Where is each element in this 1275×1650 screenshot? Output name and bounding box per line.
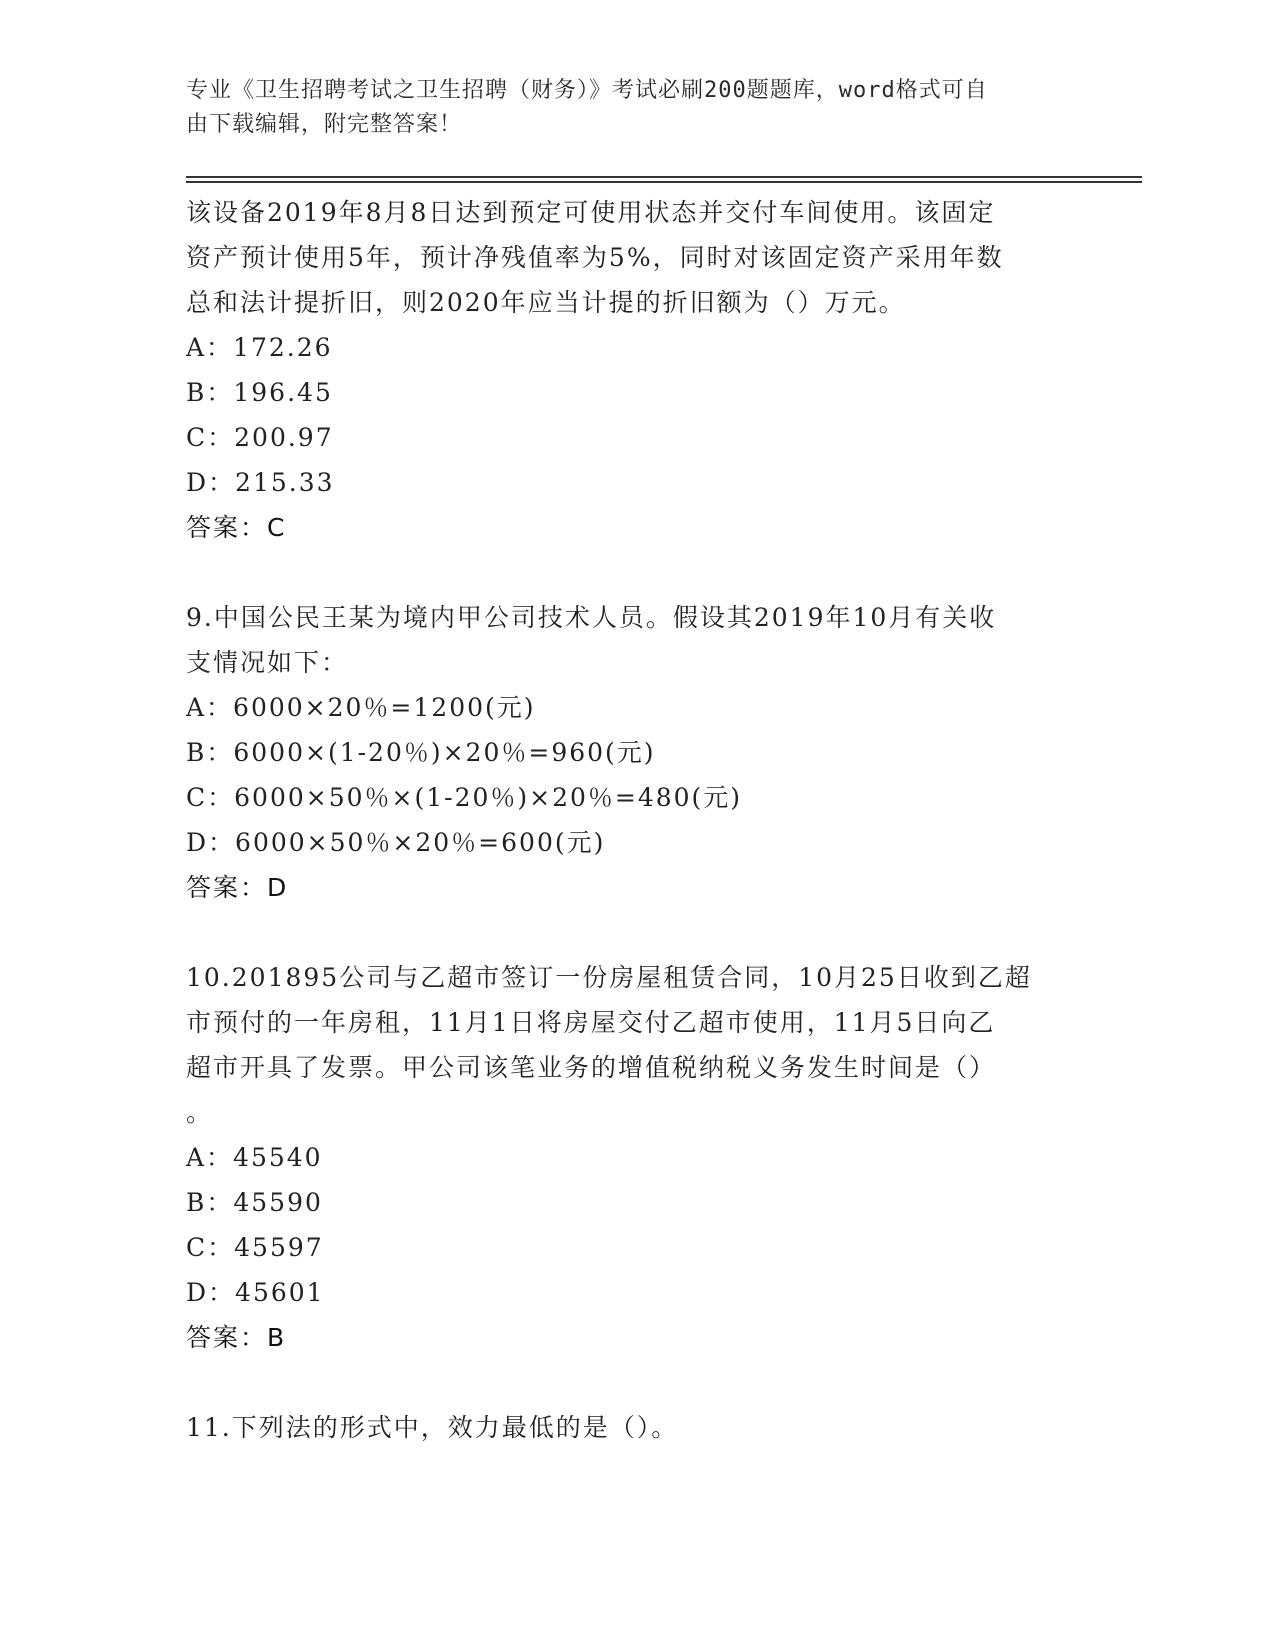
header-line-2: 由下载编辑，附完整答案！: [186, 112, 463, 137]
option-c: C：6000×50％×(1-20％)×20％=480(元): [186, 783, 743, 812]
header-divider-bottom: [186, 181, 1142, 183]
question-text-line: 超市开具了发票。甲公司该笔业务的增值税纳税义务发生时间是（）: [186, 1053, 997, 1082]
spacer: [186, 550, 1066, 595]
option-d: D：215.33: [186, 468, 335, 497]
question-text-line: 总和法计提折旧，则2020年应当计提的折旧额为（）万元。: [186, 288, 906, 317]
option-b: B：196.45: [186, 378, 333, 407]
question-10: [186, 955, 1066, 1360]
document-header: [186, 74, 1066, 142]
question-text-line: 市预付的一年房租，11月1日将房屋交付乙超市使用，11月5日向乙: [186, 1008, 996, 1037]
option-b: B：6000×(1-20％)×20％=960(元): [186, 738, 656, 767]
question-text-line: 资产预计使用5年，预计净残值率为5%，同时对该固定资产采用年数: [186, 243, 1004, 272]
question-text-line: 10.201895公司与乙超市签订一份房屋租赁合同，10月25日收到乙超: [186, 963, 1032, 992]
option-d: D：45601: [186, 1278, 325, 1307]
option-d: D：6000×50％×20％=600(元): [186, 828, 606, 857]
question-text-line: 11.下列法的形式中，效力最低的是（）。: [186, 1413, 679, 1442]
question-text: [186, 955, 1066, 1135]
option-a: A：6000×20％=1200(元): [186, 693, 536, 722]
option-a: A：45540: [186, 1143, 323, 1172]
question-text-line: 9.中国公民王某为境内甲公司技术人员。假设其2019年10月有关收: [186, 603, 997, 632]
question-text-line: 该设备2019年8月8日达到预定可使用状态并交付车间使用。该固定: [186, 198, 996, 227]
header-divider-top: [186, 176, 1142, 178]
question-text: [186, 595, 1066, 685]
question-9: [186, 595, 1066, 910]
option-b: B：45590: [186, 1188, 323, 1217]
question-text-line: 。: [186, 1098, 214, 1127]
spacer: [186, 910, 1066, 955]
question-8: [186, 190, 1066, 550]
question-11: [186, 1405, 1066, 1450]
answer-label: 答案：B: [186, 1323, 287, 1352]
option-a: A：172.26: [186, 333, 333, 362]
question-text: [186, 1405, 1066, 1450]
question-text: [186, 190, 1066, 325]
spacer: [186, 1360, 1066, 1405]
answer-label: 答案：C: [186, 513, 287, 542]
question-list: [186, 190, 1066, 1450]
option-c: C：200.97: [186, 423, 334, 452]
question-text-line: 支情况如下：: [186, 648, 349, 677]
header-line-1: 专业《卫生招聘考试之卫生招聘（财务）》考试必刷200题题库，word格式可自: [186, 78, 988, 103]
answer-label: 答案：D: [186, 873, 289, 902]
option-c: C：45597: [186, 1233, 324, 1262]
